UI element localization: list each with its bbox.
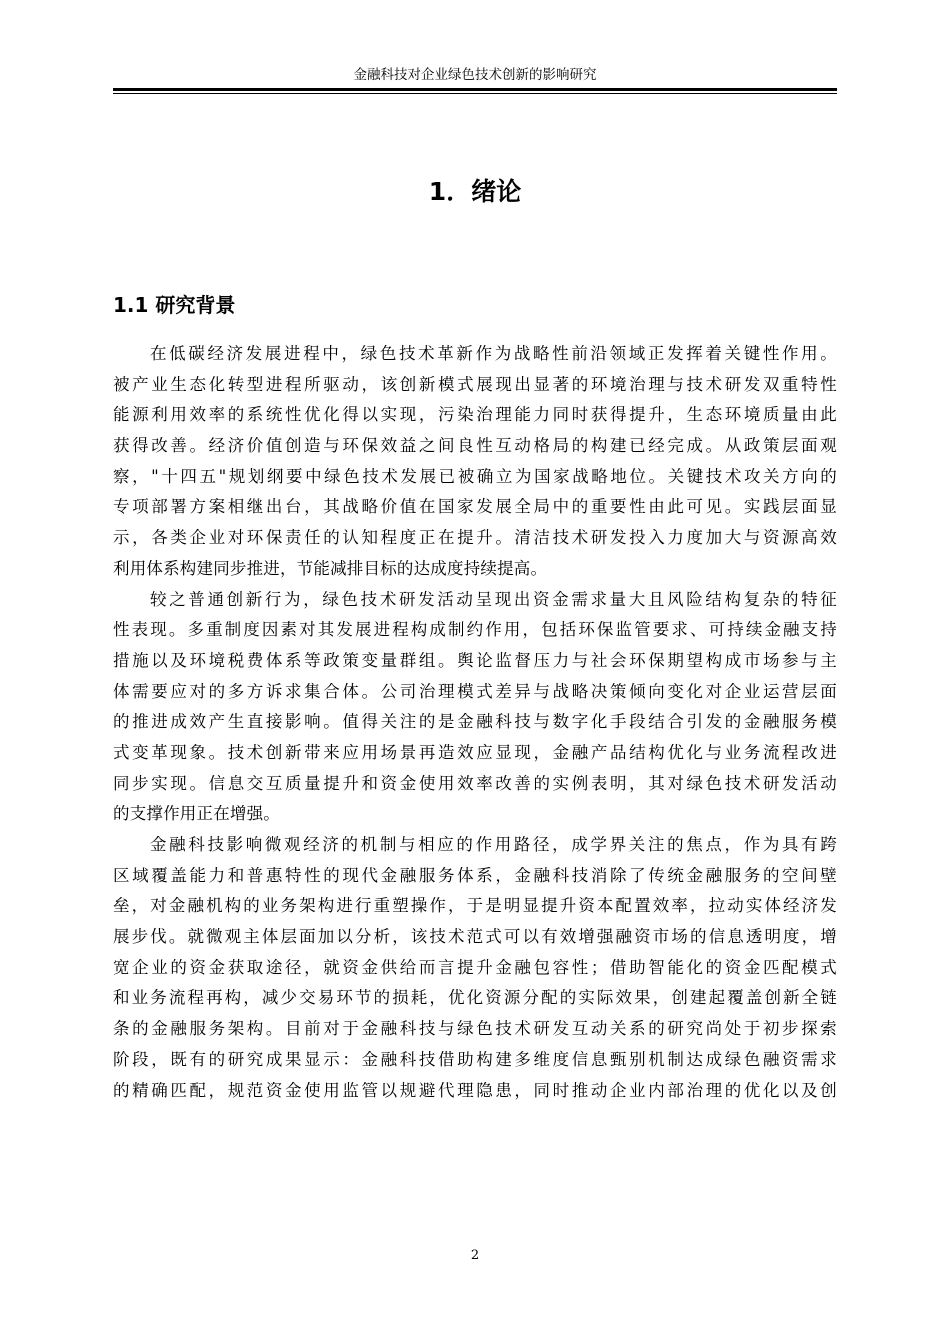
text-line: 条的金融服务架构。目前对于金融科技与绿色技术研发互动关系的研究尚处于初步探索 bbox=[113, 1019, 837, 1039]
text-line: 示，各类企业对环保责任的认知程度正在提升。清洁技术研发投入力度加大与资源高效 bbox=[113, 528, 837, 548]
text-line: 式变革现象。技术创新带来应用场景再造效应显现，金融产品结构优化与业务流程改进 bbox=[113, 742, 837, 762]
paragraph-2 bbox=[113, 585, 837, 831]
text-line: 能源利用效率的系统性优化得以实现，污染治理能力同时获得提升，生态环境质量由此 bbox=[113, 405, 837, 425]
text-line: 措施以及环境税费体系等政策变量群组。舆论监督压力与社会环保期望构成市场参与主 bbox=[113, 650, 837, 670]
text-line: 金融科技影响微观经济的机制与相应的作用路径，成学界关注的焦点，作为具有跨 bbox=[150, 835, 837, 854]
text-line: 宽企业的资金获取途径，就资金供给而言提升金融包容性；借助智能化的资金匹配模式 bbox=[113, 957, 837, 977]
text-line: 的支撑作用正在增强。 bbox=[113, 804, 280, 824]
text-line: 被产业生态化转型进程所驱动，该创新模式展现出显著的环境治理与技术研发双重特性 bbox=[113, 374, 837, 394]
chapter-title: 1．绪论 bbox=[428, 177, 522, 206]
text-line: 较之普通创新行为，绿色技术研发活动呈现出资金需求量大且风险结构复杂的特征 bbox=[150, 589, 837, 609]
text-line: 在低碳经济发展进程中，绿色技术革新作为战略性前沿领域正发挥着关键性作用。 bbox=[150, 344, 837, 363]
text-line: 利用体系构建同步推进，节能减排目标的达成度持续提高。 bbox=[113, 558, 548, 578]
text-line: 同步实现。信息交互质量提升和资金使用效率改善的实例表明，其对绿色技术研发活动 bbox=[113, 773, 837, 793]
text-line: 的精确匹配，规范资金使用监管以规避代理隐患，同时推动企业内部治理的优化以及创 bbox=[113, 1080, 837, 1100]
text-line: 阶段，既有的研究成果显示：金融科技借助构建多维度信息甄别机制达成绿色融资需求 bbox=[113, 1049, 837, 1069]
paragraph-1 bbox=[113, 339, 837, 585]
text-line: 专项部署方案相继出台，其战略价值在国家发展全局中的重要性由此可见。实践层面显 bbox=[113, 497, 837, 517]
text-line: 垒，对金融机构的业务架构进行重塑操作，于是明显提升资本配置效率，拉动实体经济发 bbox=[113, 896, 837, 916]
text-line: 性表现。多重制度因素对其发展进程构成制约作用，包括环保监管要求、可持续金融支持 bbox=[113, 620, 837, 640]
paragraph-3 bbox=[113, 830, 837, 1106]
running-header: 金融科技对企业绿色技术创新的影响研究 bbox=[353, 67, 597, 83]
section-heading: 1.1 研究背景 bbox=[113, 293, 236, 317]
text-line: 获得改善。经济价值创造与环保效益之间良性互动格局的构建已经完成。从政策层面观 bbox=[113, 436, 837, 456]
text-line: 区域覆盖能力和普惠特性的现代金融服务体系，金融科技消除了传统金融服务的空间壁 bbox=[113, 865, 837, 885]
text-line: 展步伐。就微观主体层面加以分析，该技术范式可以有效增强融资市场的信息透明度，增 bbox=[113, 927, 837, 947]
header-rule-thick bbox=[113, 88, 837, 91]
text-line: 和业务流程再构，减少交易环节的损耗，优化资源分配的实际效果，创建起覆盖创新全链 bbox=[113, 988, 837, 1008]
header-rule-thin bbox=[113, 93, 837, 94]
body-text bbox=[113, 339, 837, 1106]
text-line: 体需要应对的多方诉求集合体。公司治理模式差异与战略决策倾向变化对企业运营层面 bbox=[113, 681, 837, 701]
text-line: 的推进成效产生直接影响。值得关注的是金融科技与数字化手段结合引发的金融服务模 bbox=[113, 712, 837, 732]
page-number: 2 bbox=[470, 1248, 480, 1263]
text-line: 察，"十四五"规划纲要中绿色技术发展已被确立为国家战略地位。关键技术攻关方向的 bbox=[113, 466, 837, 486]
